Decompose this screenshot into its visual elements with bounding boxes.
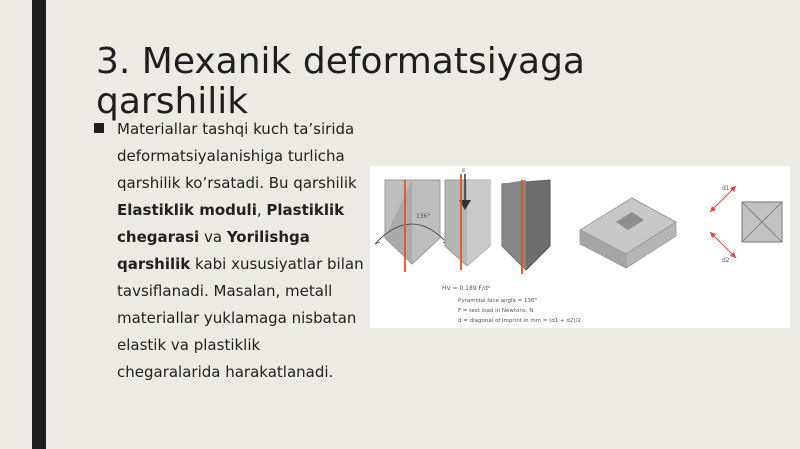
force-label: F <box>462 168 466 175</box>
term-fracture-resistance: Yorilishga qarshilik <box>117 228 310 273</box>
vickers-hardness-figure <box>370 166 790 328</box>
legend-line-1: Pyramidal face angle = 136° <box>458 298 538 304</box>
hardness-formula: HV = 0.189 F/d² <box>442 285 491 292</box>
indenter-with-force <box>445 168 490 270</box>
indenter-dark <box>502 180 550 274</box>
legend-line-3: d = diagonal of imprint in mm = (d1 + d2)/2 <box>458 318 581 324</box>
accent-bar <box>32 0 46 449</box>
paragraph-text-2: , <box>256 201 267 219</box>
term-yield-limit: Plastiklik chegarasi <box>117 201 345 246</box>
d1-label: d1 <box>722 185 730 192</box>
paragraph-text-1: Materiallar tashqi kuch taʼsirida deformatsiyalanishiga turlicha qarshilik koʼrsatadi. Bu qarshilik <box>117 120 357 192</box>
paragraph-text-4: kabi xususiyatlar bilan tavsiflanadi. Masalan, metall materiallar yuklamaga nisbatan elastik va plastiklik chegaralarida harakatlanadi. <box>117 255 364 381</box>
paragraph-text-3: va <box>199 228 227 246</box>
term-elastic-modulus: Elastiklik moduli <box>117 201 257 219</box>
bullet-marker <box>94 123 104 133</box>
figure-drawing <box>370 166 790 328</box>
slide-title: 3. Mexanik deformatsiyaga qarshilik <box>96 41 585 122</box>
imprint-square <box>710 185 782 264</box>
indenter-with-angle <box>375 180 448 272</box>
body-paragraph <box>117 116 367 386</box>
impression-block <box>580 198 676 268</box>
angle-label: 136° <box>416 213 431 220</box>
legend-line-2: F = test load in Newtons, N <box>458 308 534 314</box>
d2-label: d2 <box>722 257 730 264</box>
